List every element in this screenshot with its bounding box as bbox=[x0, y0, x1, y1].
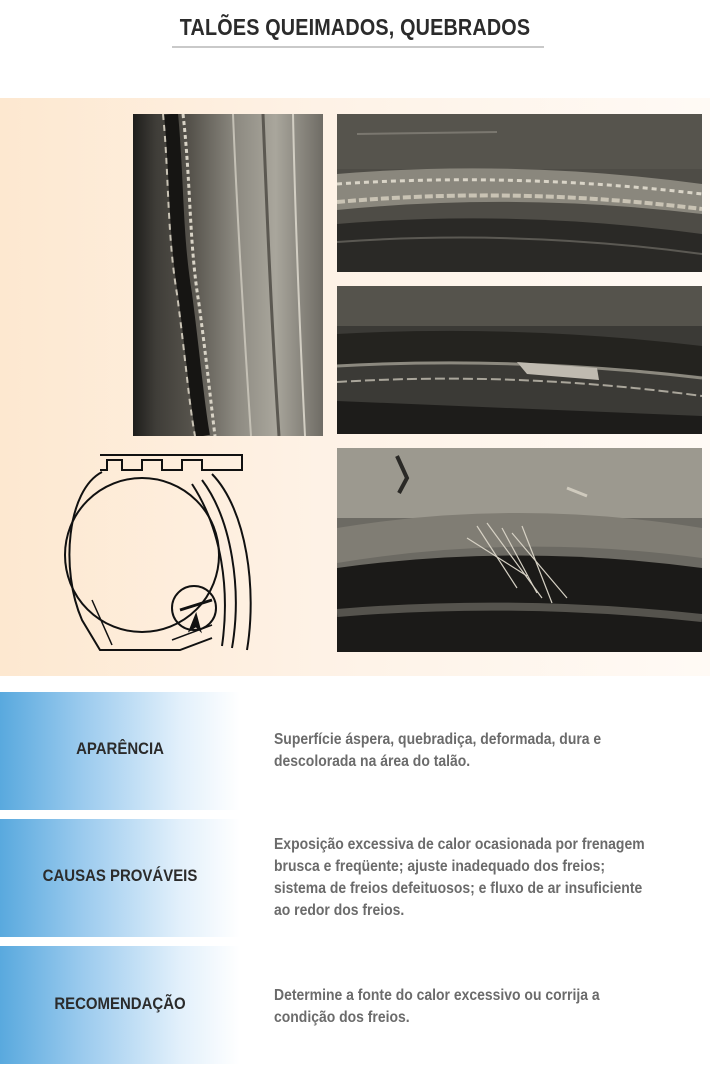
photo-bead-burned-top bbox=[337, 114, 702, 272]
photo-bead-broken-wires bbox=[337, 448, 702, 652]
description-line: sistema de freios defeituosos; e fluxo de ar insuficiente bbox=[274, 880, 643, 897]
section-label-recomendacao: RECOMENDAÇÃO bbox=[54, 994, 186, 1013]
section-label-aparencia: APARÊNCIA bbox=[76, 739, 164, 758]
description-line: Determine a fonte do calor excessivo ou corrija a bbox=[274, 987, 600, 1004]
description-line: brusca e freqüente; ajuste inadequado dos freios; bbox=[274, 858, 606, 875]
section-row-causas bbox=[0, 819, 710, 937]
description-line: ao redor dos freios. bbox=[274, 902, 405, 919]
section-row-recomendacao bbox=[0, 946, 710, 1064]
description-line: descolorada na área do talão. bbox=[274, 753, 471, 770]
title-underline bbox=[172, 46, 544, 48]
description-line: Exposição excessiva de calor ocasionada por frenagem bbox=[274, 836, 645, 853]
section-label-causas: CAUSAS PROVÁVEIS bbox=[42, 866, 198, 885]
tire-cross-section-diagram bbox=[62, 450, 267, 660]
photo-bead-sidewall-vertical bbox=[133, 114, 323, 436]
page-title: TALÕES QUEIMADOS, QUEBRADOS bbox=[179, 14, 531, 40]
section-description-causas bbox=[274, 834, 648, 922]
section-description-aparencia bbox=[274, 729, 648, 773]
description-line: Superfície áspera, quebradiça, deformada, dura e bbox=[274, 731, 602, 748]
section-row-aparencia bbox=[0, 692, 710, 810]
photo-bead-cracked-middle bbox=[337, 286, 702, 434]
section-description-recomendacao bbox=[274, 985, 648, 1029]
description-line: condição dos freios. bbox=[274, 1009, 410, 1026]
